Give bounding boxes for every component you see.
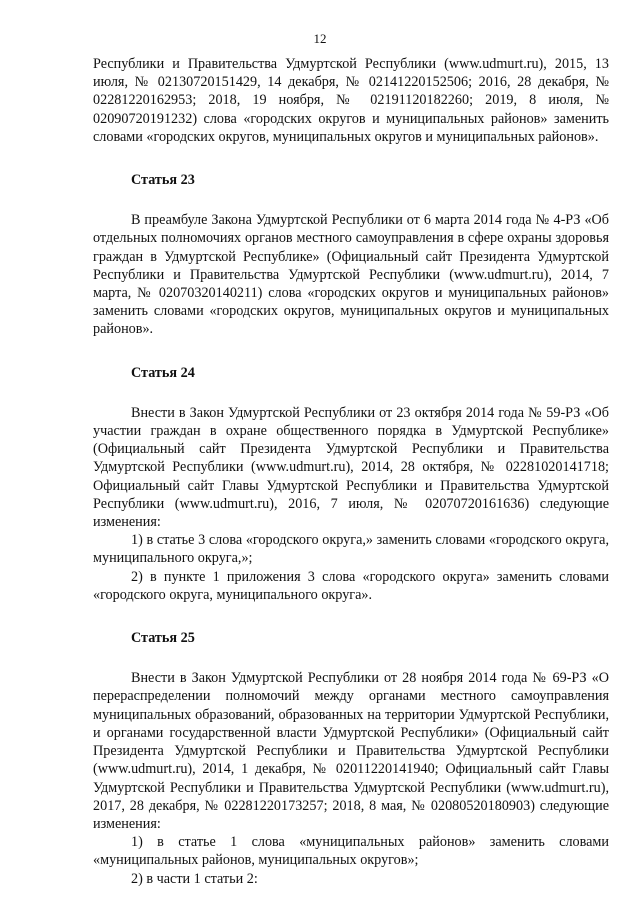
article-25-item-1: 1) в статье 1 слова «муниципальных районов» заменить словами «муниципальных районов, муниципальных округов»; (93, 834, 609, 869)
article-24-heading: Статья 24 (131, 364, 195, 381)
article-25-item-2: 2) в части 1 статьи 2: (131, 870, 258, 887)
article-23-heading: Статья 23 (131, 172, 195, 189)
article-25-heading: Статья 25 (131, 630, 195, 647)
article-24-paragraph: Внести в Закон Удмуртской Республики от 23 октября 2014 года № 59-РЗ «Об участии граждан в охране общественного порядка в Удмуртской Республике» (Официальный сайт Президента Удмуртской Республики и Правительства Удмуртской Республики (www.udmurt.ru), 2014, 28 октября, № 02281020141718; Официальный сайт Главы Удмуртской Республики и Правительства Удмуртской Республики (www.udmurt.ru), 2016, 7 июля, № 02070720161636) следующие изменения: (93, 404, 609, 531)
intro-paragraph: Республики и Правительства Удмуртской Республики (www.udmurt.ru), 2015, 13 июля, № 02130720151429, 14 декабря, № 02141220152506; 2016, 28 декабря, № 02281220162953; 2018, 19 ноября, № 02191120182260; 2019, 8 июля, № 02090720191232) слова «городских округов и муниципальных районов» заменить словами «городских округов, муниципальных округов и муниципальных районов». (93, 56, 609, 145)
article-25-paragraph: Внести в Закон Удмуртской Республики от 28 ноября 2014 года № 69-РЗ «О перераспределении полномочий между органами местного самоуправления муниципальных образований, образованных на территории Удмуртской Республики, и органами государственной власти Удмуртской Республики» (Официальный сайт Президента Удмуртской Республики и Правительства Удмуртской Республики (www.udmurt.ru), 2014, 1 декабря, № 02011220141940; Официальный сайт Главы Удмуртской Республики и Правительства Удмуртской Республики (www.udmurt.ru), 2017, 28 декабря, № 02281220173257; 2018, 8 мая, № 02080520180903) следующие изменения: (93, 670, 609, 832)
document-body (93, 55, 609, 888)
article-23-paragraph: В преамбуле Закона Удмуртской Республики от 6 марта 2014 года № 4-РЗ «Об отдельных полномочиях органов местного самоуправления в сфере охраны здоровья граждан в Удмуртской Республике» (Официальный сайт Президента Удмуртской Республики и Правительства Удмуртской Республики (www.udmurt.ru), 2014, 7 марта, № 02070320140211) слова «городских округов и муниципальных районов» заменить словами «городских округов, муниципальных округов и муниципальных районов». (93, 212, 609, 338)
article-24-item-2: 2) в пункте 1 приложения 3 слова «городского округа» заменить словами «городского округа, муниципального округа». (93, 568, 609, 603)
article-24-item-1: 1) в статье 3 слова «городского округа,» заменить словами «городского округа, муниципального округа,»; (93, 532, 609, 567)
page-number: 12 (313, 31, 327, 46)
